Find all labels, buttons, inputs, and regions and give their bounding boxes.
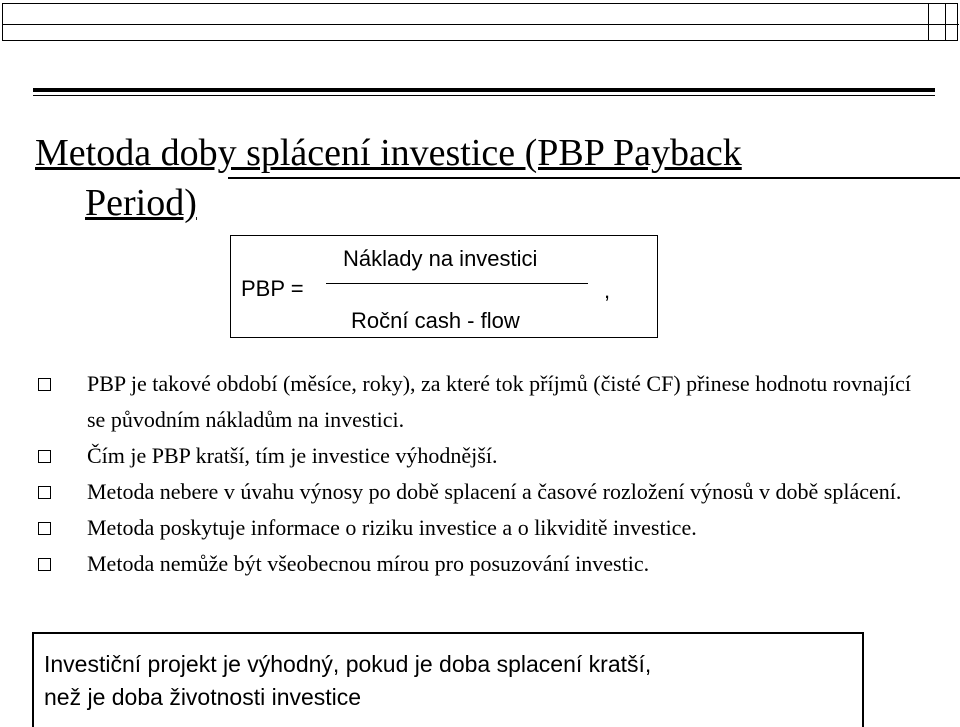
list-item [35, 366, 925, 438]
list-item-text: PBP je takové období (měsíce, roky), za které tok příjmů (čisté CF) přinese hodnotu rovnající se původním nákladům na investici. [87, 371, 912, 432]
square-bullet-icon [38, 378, 51, 391]
top-rule-thin [33, 95, 935, 96]
conclusion-line-2: než je doba životnosti investice [44, 684, 362, 710]
conclusion-box [32, 632, 864, 727]
list-item-text: Čím je PBP kratší, tím je investice výhodnější. [87, 443, 498, 468]
pbp-formula-box [230, 235, 658, 338]
title-line-2: Period) [85, 182, 197, 224]
formula-numerator: Náklady na investici [343, 246, 538, 271]
square-bullet-icon [38, 522, 51, 535]
header-frame [2, 3, 958, 41]
list-item [35, 510, 925, 546]
square-bullet-icon [38, 558, 51, 571]
fraction-bar [326, 283, 588, 284]
list-item-text: Metoda nemůže být všeobecnou mírou pro posuzování investic. [87, 551, 650, 576]
list-item-text: Metoda poskytuje informace o riziku investice a o likviditě investice. [87, 515, 697, 540]
header-divider [3, 24, 929, 25]
formula-comma: , [604, 278, 611, 303]
top-rule-thick [33, 88, 935, 92]
list-item [35, 546, 925, 582]
title-rule [228, 177, 960, 179]
title-line-1: Metoda doby splácení investice (PBP Payback [35, 132, 742, 174]
header-vertical-divider [945, 4, 946, 40]
conclusion-line-1: Investiční projekt je výhodný, pokud je doba splacení kratší, [44, 651, 652, 677]
header-cell [3, 4, 929, 40]
square-bullet-icon [38, 450, 51, 463]
bullet-list [35, 366, 925, 582]
formula-lhs: PBP = [241, 276, 304, 301]
formula-denominator: Roční cash - flow [351, 308, 520, 333]
list-item [35, 438, 925, 474]
header-divider-right [929, 24, 959, 25]
list-item [35, 474, 925, 510]
square-bullet-icon [38, 486, 51, 499]
list-item-text: Metoda nebere v úvahu výnosy po době splacení a časové rozložení výnosů v době splácení. [87, 479, 902, 504]
